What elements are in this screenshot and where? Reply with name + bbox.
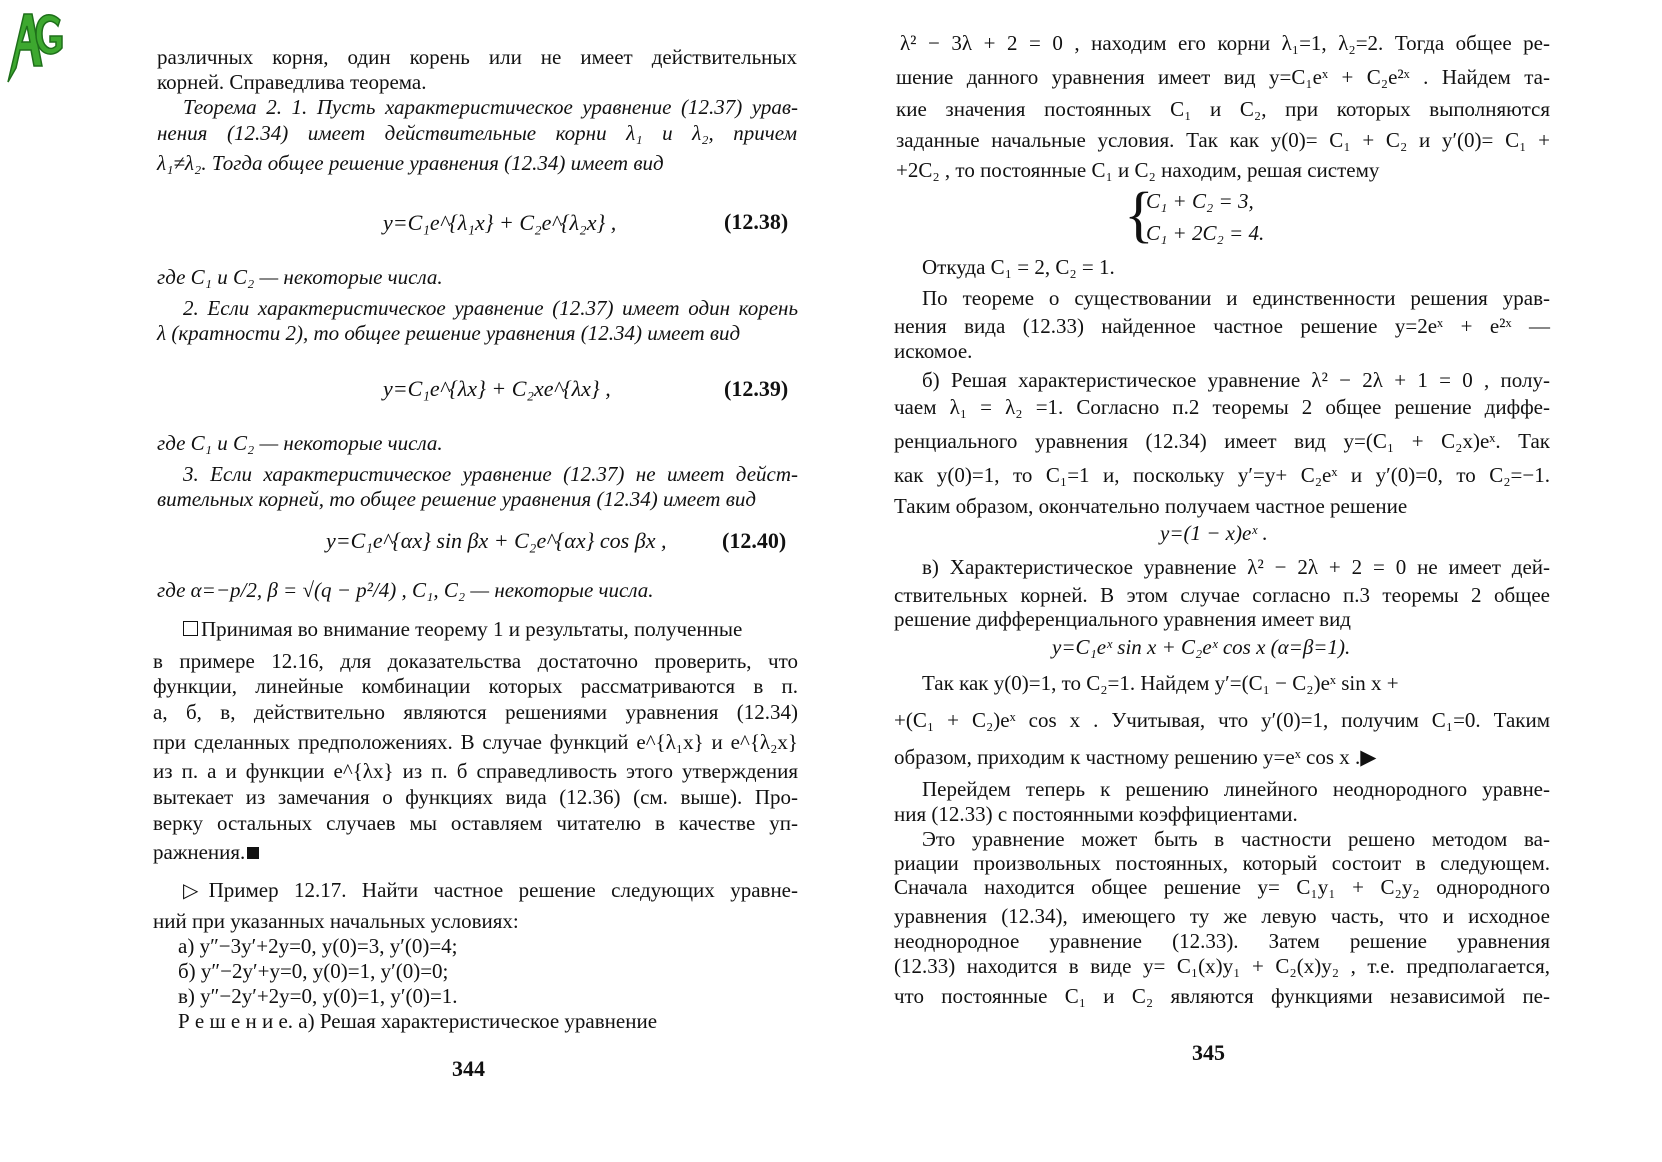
- right-page: [840, 0, 1662, 1162]
- theorem-line: λ₁≠λ₂. Тогда общее решение уравнения (12.34) имеет вид: [157, 151, 664, 175]
- list-item: а) y″−3y′+2y=0, y(0)=3, y′(0)=4;: [178, 934, 458, 958]
- text-line: Р е ш е н и е. а) Решая характеристическое уравнение: [178, 1009, 658, 1033]
- equation: y=C₁e^{λ₁x} + C₂e^{λ₂x} ,: [383, 210, 617, 235]
- text-line: ний при указанных начальных условиях:: [153, 909, 519, 933]
- example-header: [183, 877, 798, 904]
- text-line: риации произвольных постоянных, который состоит в следующем.: [894, 851, 1550, 875]
- text-line: +(C₁ + C₂)eˣ cos x . Учитывая, что y′(0)=1, получим C₁=0. Таким: [894, 708, 1550, 732]
- triangle-icon: ▷: [183, 880, 209, 902]
- text-line: шение данного уравнения имеет вид y=C₁eˣ + C₂e²ˣ . Найдем та-: [896, 65, 1550, 89]
- equation: y=(1 − x)eˣ .: [1160, 521, 1268, 545]
- theorem-line: 2. Если характеристическое уравнение (12.37) имеет один корень: [183, 296, 798, 320]
- text-line: (12.33) находится в виде y= C₁(x)y₁ + C₂(x)y₂ , т.е. предполагается,: [894, 954, 1550, 978]
- text-line: Таким образом, окончательно получаем частное решение: [894, 494, 1408, 518]
- text-line: что постоянные C₁ и C₂ являются функциями независимой пе-: [894, 984, 1550, 1008]
- system-brace: {: [1124, 181, 1154, 249]
- text-line: [894, 744, 1376, 770]
- text-line: в примере 12.16, для доказательства достаточно проверить, что: [153, 649, 798, 673]
- proof-text: Принимая во внимание теорему 1 и результаты, полученные: [201, 617, 743, 641]
- theorem-line: вительных корней, то общее решение уравнения (12.34) имеет вид: [157, 487, 756, 511]
- text-line: корней. Справедлива теорема.: [157, 70, 427, 94]
- equation-number: (12.40): [722, 528, 787, 553]
- proof-start-icon: [183, 621, 198, 636]
- page-number: 345: [1192, 1040, 1225, 1065]
- text-line: кие значения постоянных C₁ и C₂, при которых выполняются: [896, 97, 1550, 121]
- text-line: Откуда C₁ = 2, C₂ = 1.: [922, 255, 1115, 279]
- text-line: уравнения (12.34), имеющего ту же левую часть, что и исходное: [894, 904, 1550, 928]
- end-triangle-icon: ▶: [1360, 745, 1377, 769]
- equation-number: (12.38): [724, 209, 789, 234]
- text-line: ренциального уравнения (12.34) имеет вид y=(C₁ + C₂x)eˣ. Так: [894, 429, 1550, 453]
- page-number: 344: [452, 1056, 485, 1081]
- text-line: в) Характеристическое уравнение λ² − 2λ + 2 = 0 не имеет дей-: [922, 555, 1550, 579]
- text-line: из п. а и функции e^{λx} из п. б справедливость этого утверждения: [153, 759, 798, 783]
- text-line: λ² − 3λ + 2 = 0 , находим его корни λ₁=1, λ₂=2. Тогда общее ре-: [900, 31, 1550, 55]
- proof-end-icon: [247, 847, 259, 859]
- text-end: образом, приходим к частному решению y=eˣ cos x .: [894, 745, 1361, 769]
- equation: y=C₁eˣ sin x + C₂eˣ cos x (α=β=1).: [1052, 635, 1351, 659]
- theorem-line: Теорема 2. 1. Пусть характеристическое уравнение (12.37) урав-: [183, 95, 798, 119]
- text-line: искомое.: [894, 339, 973, 363]
- text-line: функции, линейные комбинации которых рассматриваются в п.: [153, 674, 798, 698]
- text-line: а, б, в, действительно являются решениями уравнения (12.34): [153, 700, 798, 724]
- text-line: ния (12.33) с постоянными коэффициентами.: [894, 802, 1298, 826]
- text-line: б) Решая характеристическое уравнение λ² − 2λ + 1 = 0 , полу-: [922, 368, 1550, 392]
- text-line: нения вида (12.33) найденное частное решение y=2eˣ + e²ˣ —: [894, 314, 1550, 338]
- text-line: ствительных корней. В этом случае согласно п.3 теоремы 2 общее: [894, 583, 1550, 607]
- theorem-line: нения (12.34) имеет действительные корни λ₁ и λ₂, причем: [157, 121, 797, 145]
- text-line: различных корня, один корень или не имеет действительных: [157, 45, 797, 69]
- text-line: при сделанных предположениях. В случае функций e^{λ₁x} и e^{λ₂x}: [153, 730, 798, 754]
- text-line: чаем λ₁ = λ₂ =1. Согласно п.2 теоремы 2 общее решение диффе-: [894, 395, 1550, 419]
- equation-number: (12.39): [724, 376, 789, 401]
- list-item: б) y″−2y′+y=0, y(0)=1, y′(0)=0;: [178, 959, 449, 983]
- system-equation: C₁ + 2C₂ = 4.: [1146, 221, 1265, 245]
- text-line: По теореме о существовании и единственности решения урав-: [922, 286, 1550, 310]
- text-line: Сначала находится общее решение y= C₁y₁ + C₂y₂ однородного: [894, 875, 1550, 899]
- text-line: решение дифференциального уравнения имеет вид: [894, 607, 1351, 631]
- text-line: где C₁ и C₂ — некоторые числа.: [157, 265, 443, 289]
- text-line: Так как y(0)=1, то C₂=1. Найдем y′=(C₁ − C₂)eˣ sin x +: [922, 671, 1399, 695]
- text-line: [153, 839, 259, 865]
- text-line: как y(0)=1, то C₁=1 и, поскольку y′=y+ C₂eˣ и y′(0)=0, то C₂=−1.: [894, 463, 1550, 487]
- equation: y=C₁e^{αx} sin βx + C₂e^{αx} cos βx ,: [326, 528, 667, 553]
- text-line: Перейдем теперь к решению линейного неоднородного уравне-: [922, 777, 1550, 801]
- text-line: Это уравнение может быть в частности решено методом ва-: [922, 827, 1550, 851]
- list-item: в) y″−2y′+2y=0, y(0)=1, y′(0)=1.: [178, 984, 458, 1008]
- text-line: неоднородное уравнение (12.33). Затем решение уравнения: [894, 929, 1550, 953]
- theorem-line: λ (кратности 2), то общее решение уравнения (12.34) имеет вид: [157, 321, 741, 345]
- text-line: заданные начальные условия. Так как y(0)= C₁ + C₂ и y′(0)= C₁ +: [896, 128, 1550, 152]
- text-line: где C₁ и C₂ — некоторые числа.: [157, 431, 443, 455]
- text-line: где α=−p/2, β = √(q − p²/4) , C₁, C₂ — некоторые числа.: [157, 578, 654, 602]
- text-end: ражнения.: [153, 840, 246, 864]
- example-title: Пример 12.17. Найти частное решение следующих уравне-: [208, 878, 798, 902]
- text-line: верку остальных случаев мы оставляем читателю в качестве уп-: [153, 811, 798, 835]
- equation: y=C₁e^{λx} + C₂xe^{λx} ,: [383, 376, 611, 401]
- text-line: +2C₂ , то постоянные C₁ и C₂ находим, решая систему: [896, 158, 1380, 182]
- system-equation: C₁ + C₂ = 3,: [1146, 189, 1254, 213]
- theorem-line: 3. Если характеристическое уравнение (12.37) не имеет дейст-: [183, 462, 798, 486]
- proof-line: [183, 616, 798, 642]
- text-line: вытекает из замечания о функциях вида (12.36) (см. выше). Про-: [153, 785, 798, 809]
